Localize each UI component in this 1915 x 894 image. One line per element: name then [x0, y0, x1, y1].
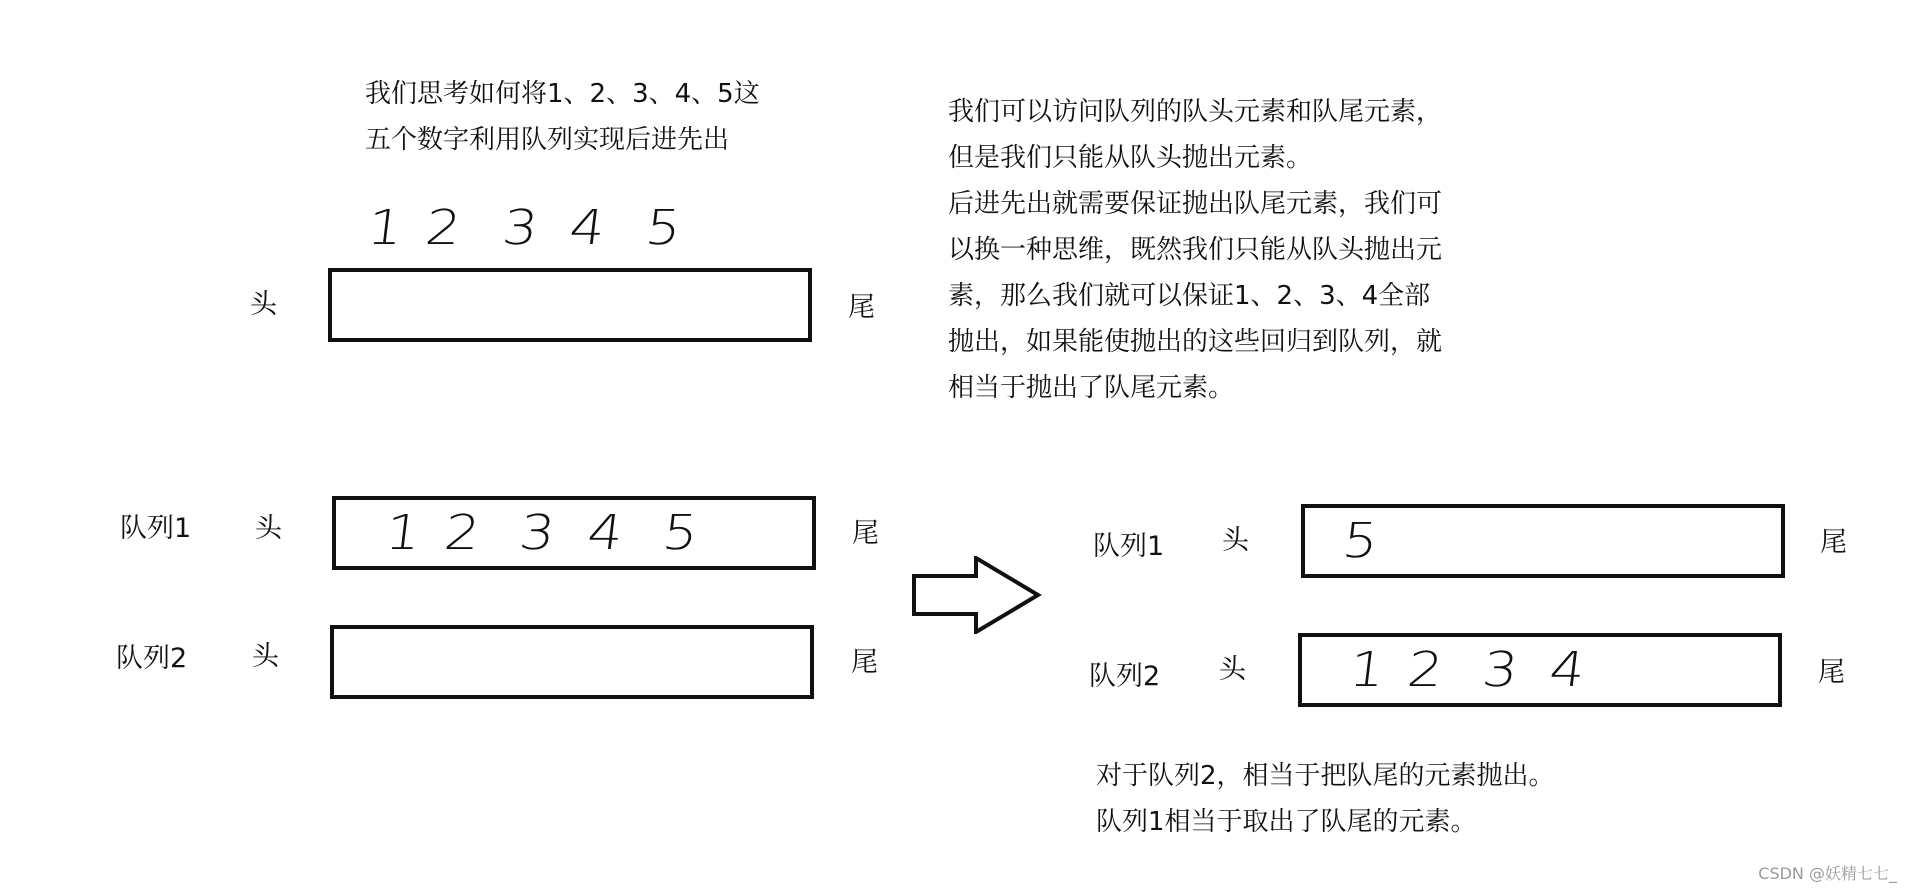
queue-item: 2	[1404, 642, 1447, 698]
queue2-label: 队列2	[116, 643, 188, 674]
top-number: 3	[499, 200, 542, 256]
note-line: 我们可以访问队列的队头元素和队尾元素，	[948, 97, 1443, 127]
queue-item: 4	[584, 505, 627, 561]
top-number: 4	[566, 200, 609, 256]
queue-item: 4	[1546, 642, 1589, 698]
transition-arrow-icon	[912, 556, 1042, 634]
queue-item: 1	[382, 505, 425, 561]
tail-label: 尾	[851, 647, 878, 678]
queue-item: 3	[516, 505, 559, 561]
head-label: 头	[250, 289, 277, 320]
top-queue-box	[328, 268, 812, 342]
note-line: 以换一种思维，既然我们只能从队头抛出元	[948, 235, 1443, 265]
top-number: 5	[642, 200, 685, 256]
head-label: 头	[1219, 654, 1246, 685]
tail-label: 尾	[852, 518, 879, 549]
head-label: 头	[1222, 525, 1249, 556]
bottom-note-line-2: 队列1相当于取出了队尾的元素。	[1096, 807, 1477, 837]
queue-item: 1	[1346, 642, 1389, 698]
bottom-note-line-1: 对于队列2，相当于把队尾的元素抛出。	[1096, 761, 1555, 791]
queue1-label: 队列1	[120, 513, 192, 544]
head-label: 头	[255, 513, 282, 544]
queue-item: 5	[1339, 513, 1382, 569]
tail-label: 尾	[1818, 657, 1845, 688]
note-line: 素，那么我们就可以保证1、2、3、4全部	[948, 281, 1431, 311]
queue-item: 5	[659, 505, 702, 561]
queue-item: 2	[441, 505, 484, 561]
note-line: 抛出，如果能使抛出的这些回归到队列，就	[948, 327, 1443, 357]
top-number: 1	[364, 200, 407, 256]
watermark: CSDN @妖精七七_	[1758, 864, 1897, 883]
note-line: 后进先出就需要保证抛出队尾元素，我们可	[948, 189, 1443, 219]
queue-item: 3	[1479, 642, 1522, 698]
tail-label: 尾	[1820, 527, 1847, 558]
queue2-label: 队列2	[1089, 661, 1161, 692]
queue1-label: 队列1	[1093, 531, 1165, 562]
note-line: 但是我们只能从队头抛出元素。	[948, 143, 1313, 173]
before-queue2-box	[330, 625, 814, 699]
head-label: 头	[252, 641, 279, 672]
intro-line-1: 我们思考如何将1、2、3、4、5这	[365, 79, 760, 109]
note-line: 相当于抛出了队尾元素。	[948, 373, 1235, 403]
top-number: 2	[422, 200, 465, 256]
intro-line-2: 五个数字利用队列实现后进先出	[365, 125, 730, 155]
tail-label: 尾	[848, 292, 875, 323]
